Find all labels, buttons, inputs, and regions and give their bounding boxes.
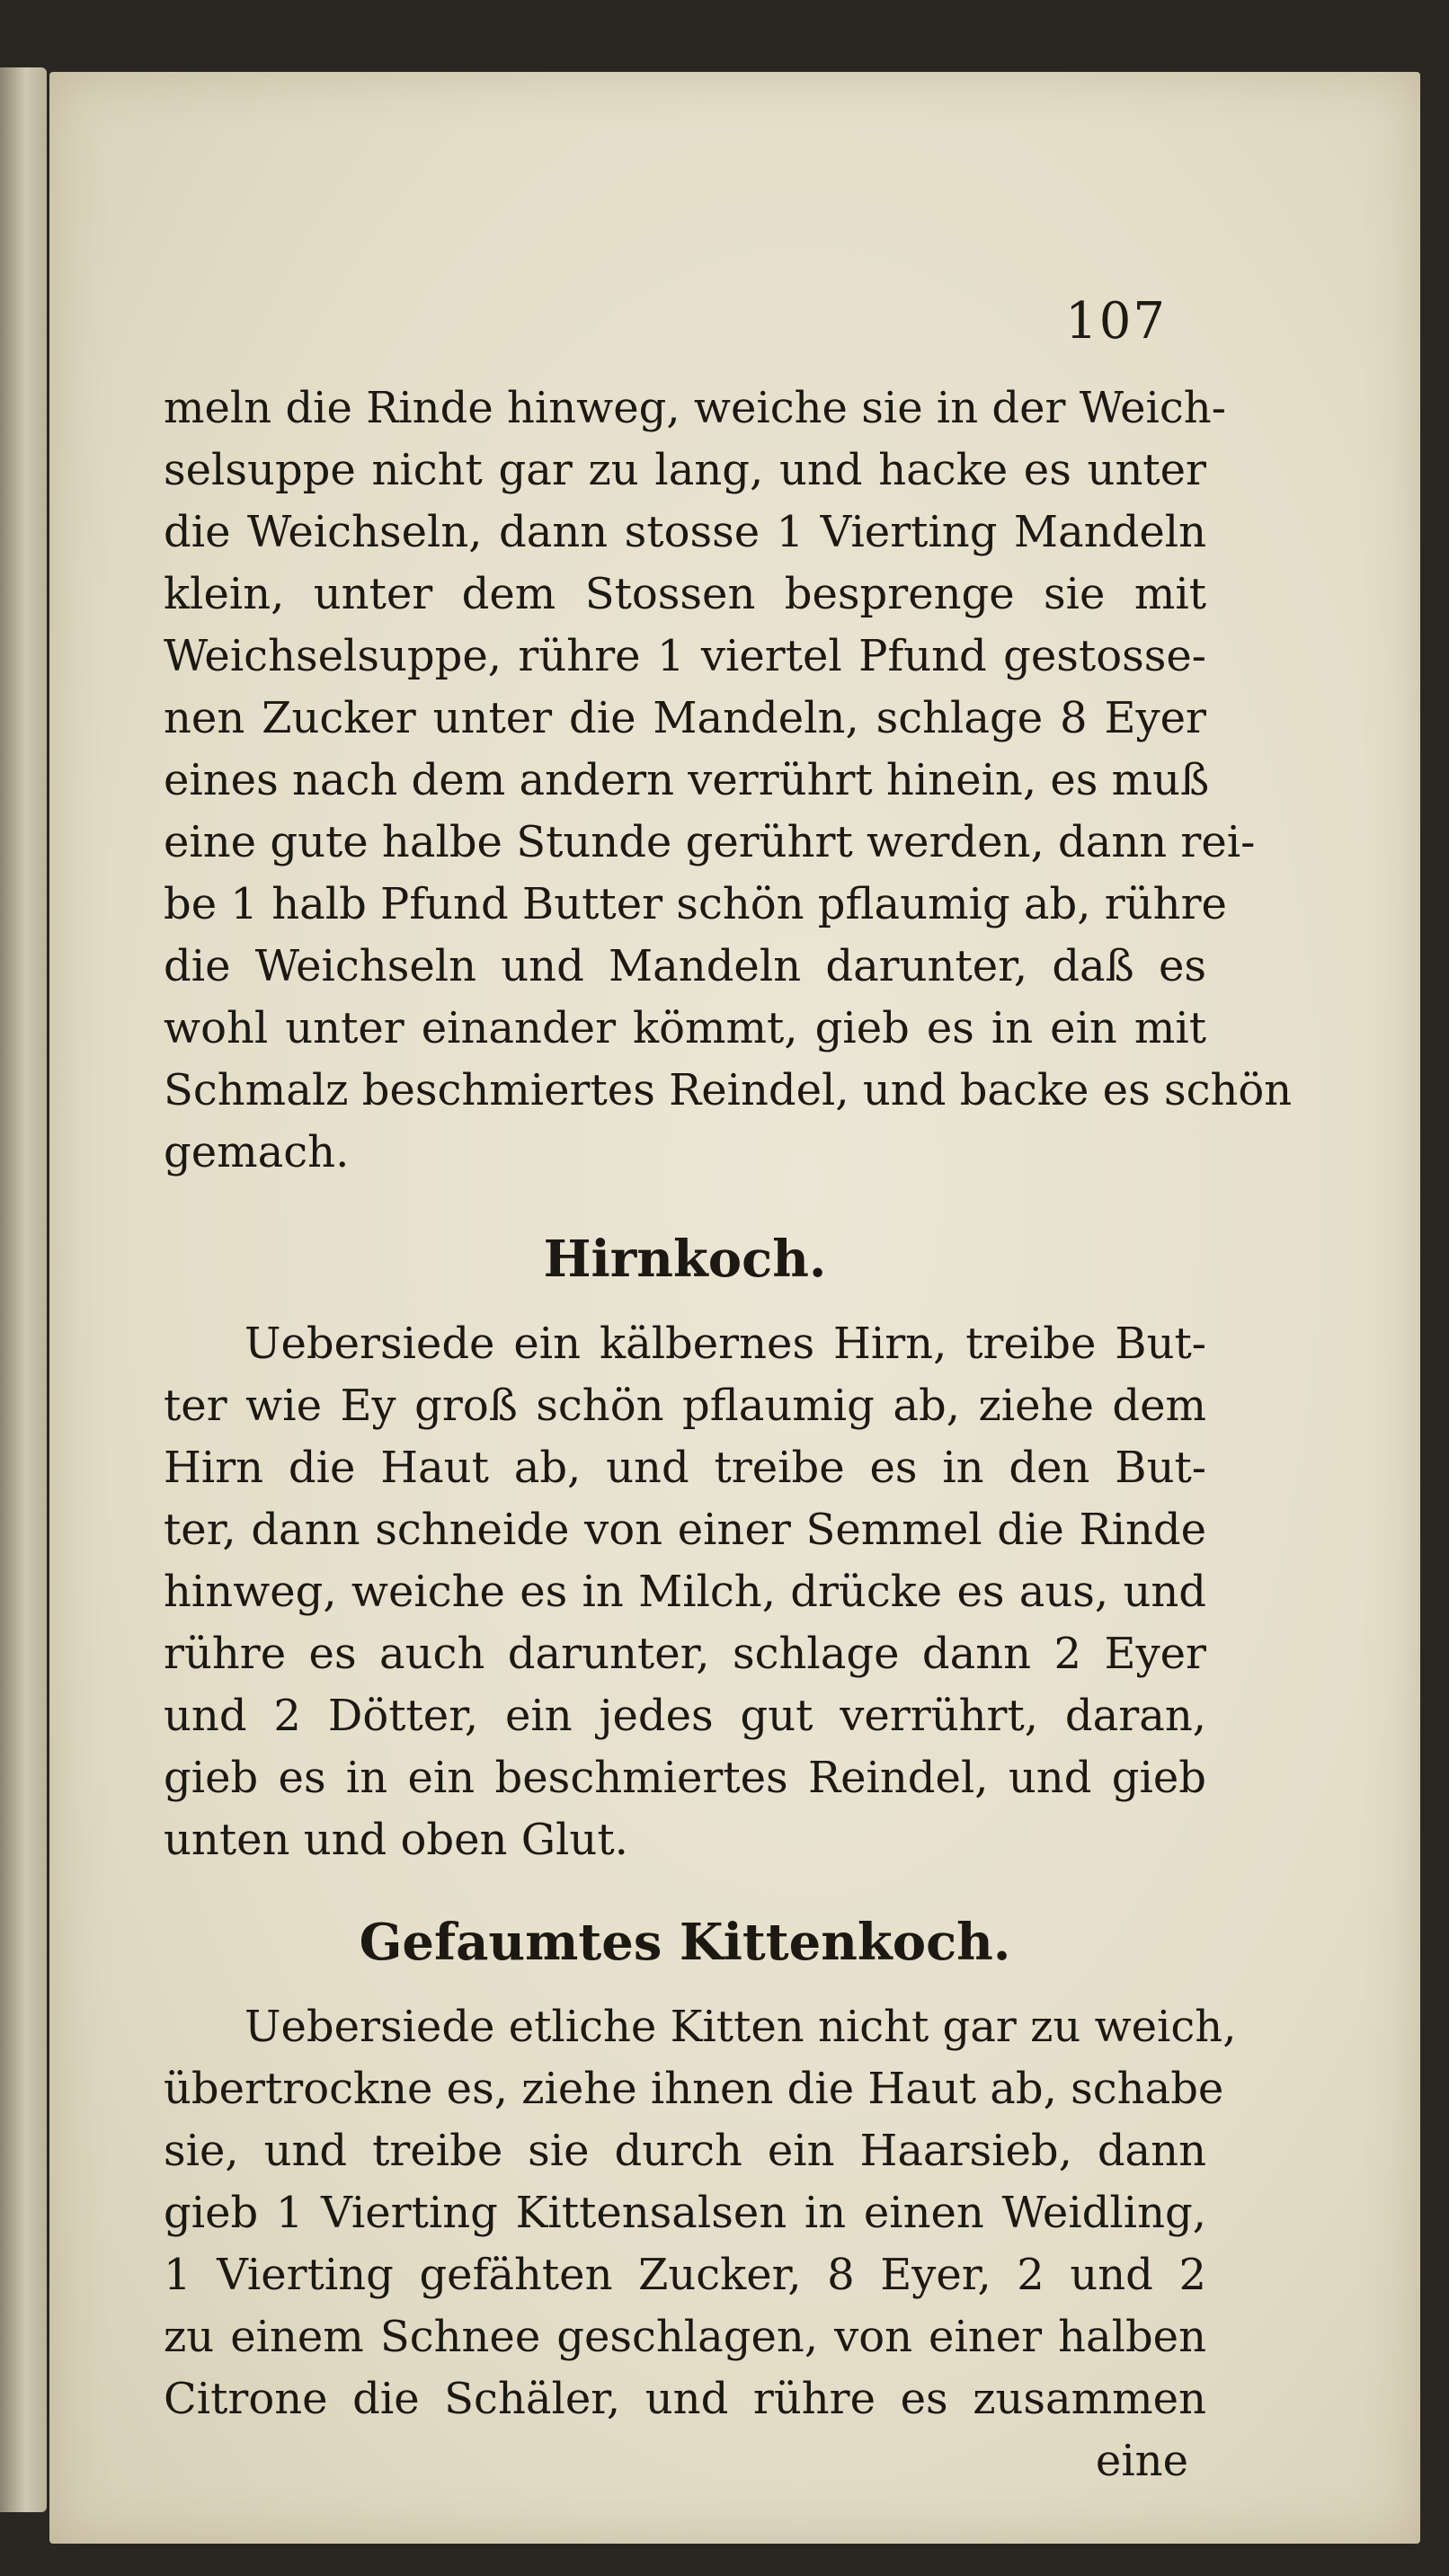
- text-line: und 2 Dötter, ein jedes gut verrührt, daran,: [164, 1691, 1206, 1741]
- text-line: gieb 1 Vierting Kittensalsen in einen Weidling,: [164, 2188, 1206, 2238]
- text-line: eine gute halbe Stunde gerührt werden, dann rei-: [164, 817, 1256, 867]
- text-line: gemach.: [164, 1127, 350, 1177]
- text-line: Uebersiede etliche Kitten nicht gar zu weich,: [244, 2002, 1237, 2052]
- text-line: 1 Vierting gefähten Zucker, 8 Eyer, 2 und 2: [164, 2250, 1206, 2300]
- text-line: Weichselsuppe, rühre 1 viertel Pfund gestosse-: [164, 631, 1206, 681]
- recipe-heading-kittenkoch: Gefaumtes Kittenkoch.: [359, 1913, 1011, 1972]
- text-line: die Weichseln und Mandeln darunter, daß es: [164, 941, 1206, 991]
- paragraph-1: [164, 378, 1293, 1184]
- text-line: nen Zucker unter die Mandeln, schlage 8 Eyer: [164, 693, 1206, 743]
- text-line: be 1 halb Pfund Butter schön pflaumig ab, rühre: [164, 879, 1227, 929]
- text-line: klein, unter dem Stossen besprenge sie mit: [164, 569, 1206, 619]
- text-line: übertrockne es, ziehe ihnen die Haut ab, schabe: [164, 2064, 1224, 2114]
- text-line: wohl unter einander kömmt, gieb es in ein mit: [164, 1003, 1206, 1053]
- text-line: Hirn die Haut ab, und treibe es in den But-: [164, 1443, 1206, 1493]
- text-line: hinweg, weiche es in Milch, drücke es aus, und: [164, 1567, 1206, 1617]
- book-page: [49, 72, 1420, 2544]
- text-line: Citrone die Schäler, und rühre es zusammen: [164, 2374, 1206, 2424]
- paragraph-2: [164, 1313, 1206, 1871]
- text-line: zu einem Schnee geschlagen, von einer halben: [164, 2312, 1206, 2362]
- text-line: sie, und treibe sie durch ein Haarsieb, dann: [164, 2126, 1206, 2176]
- text-line: ter wie Ey groß schön pflaumig ab, ziehe dem: [164, 1381, 1206, 1431]
- text-line: Uebersiede ein kälbernes Hirn, treibe But-: [244, 1319, 1206, 1369]
- text-line: unten und oben Glut.: [164, 1815, 628, 1865]
- facing-page-edge: [0, 67, 47, 2512]
- paragraph-3: [164, 1996, 1237, 2430]
- page-number: 107: [1065, 292, 1167, 351]
- text-line: Schmalz beschmiertes Reindel, und backe es schön: [164, 1065, 1293, 1115]
- text-line: selsuppe nicht gar zu lang, und hacke es unter: [164, 445, 1206, 495]
- catchword: eine: [1095, 2436, 1188, 2486]
- page-text: [164, 378, 1293, 2492]
- text-line: ter, dann schneide von einer Semmel die Rinde: [164, 1505, 1206, 1555]
- recipe-heading-hirnkoch: Hirnkoch.: [543, 1230, 827, 1289]
- text-line: gieb es in ein beschmiertes Reindel, und gieb: [164, 1753, 1206, 1803]
- text-line: meln die Rinde hinweg, weiche sie in der Weich-: [164, 383, 1226, 433]
- text-line: eines nach dem andern verrührt hinein, es muß: [164, 755, 1210, 805]
- text-line: die Weichseln, dann stosse 1 Vierting Mandeln: [164, 507, 1206, 557]
- text-line: rühre es auch darunter, schlage dann 2 Eyer: [164, 1629, 1206, 1679]
